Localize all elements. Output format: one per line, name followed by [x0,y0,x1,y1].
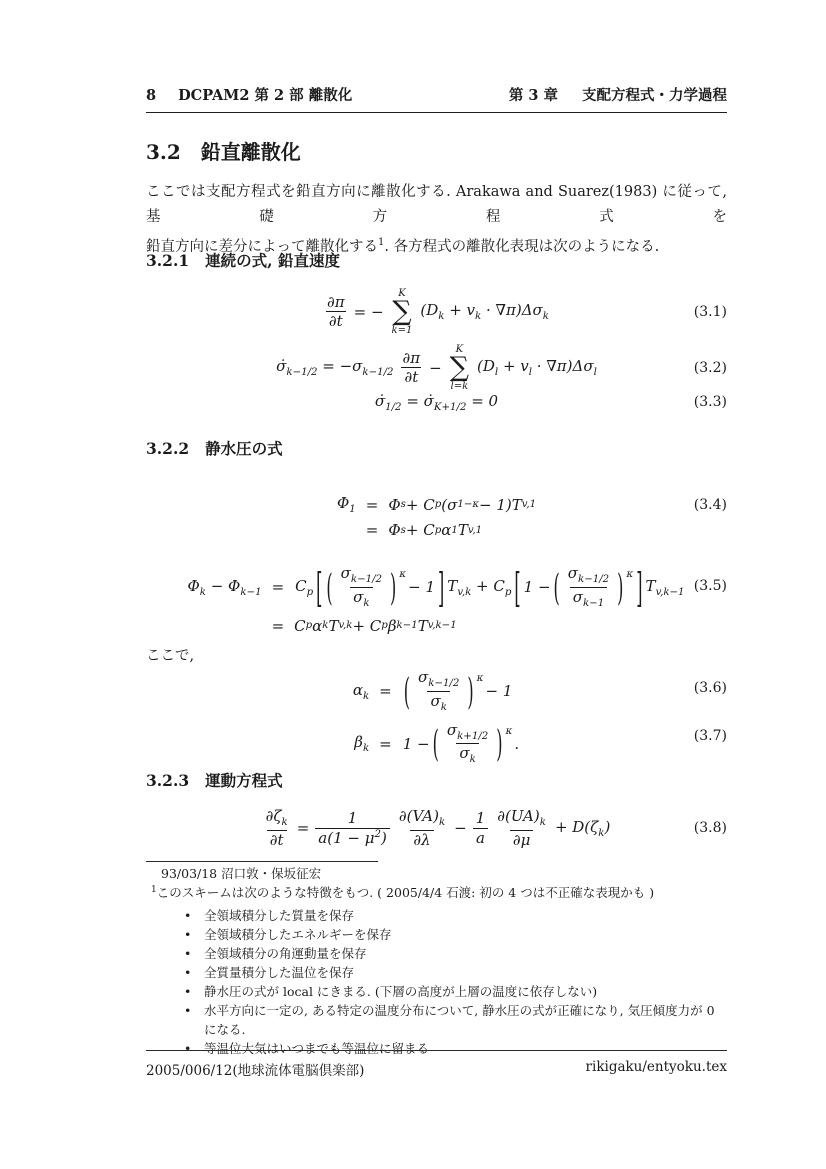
page-footer [146,1050,727,1079]
feature-text: 全領域積分したエネルギーを保存 [204,927,392,943]
exponent: κ [476,672,484,685]
fraction-denominator: $\sigma_{k-1}$ [570,587,607,611]
footer-left-text: 2005/006/12(地球流体電脳倶楽部) [146,1063,365,1079]
equation-number: (3.3) [693,394,727,410]
equation-number: (3.6) [693,680,727,696]
page-number: 8 [146,87,157,104]
feature-text: 全領域積分の角運動量を保存 [204,946,367,962]
equation-number: (3.7) [693,728,727,744]
equation-3-2 [146,341,727,395]
rhs [402,668,520,715]
lhs: $\Phi_k - \Phi_{k-1}$ [187,576,262,598]
left-paren: ( [553,565,560,609]
fraction [315,809,390,848]
equation-number: (3.2) [693,360,727,376]
fraction-numerator: $\sigma_{k-1/2}$ [417,668,460,689]
relation: = [379,682,392,701]
header-right [509,84,727,105]
left-bracket: [ [316,563,323,611]
subsection-number: 3.2.1 [146,251,190,270]
subsection-number: 3.2.2 [146,439,190,458]
bullet-icon: • [184,908,192,924]
page-header [146,84,727,113]
header-left [146,84,352,105]
fraction [263,807,291,850]
expression: 1 − [523,578,551,597]
exponent: κ [505,724,513,737]
footnote-area [146,861,727,1058]
expression: . [514,734,520,753]
bullet-icon: • [184,965,192,981]
rhs: Φ s + C p (σ 1 −κ − 1)T v,1 [388,495,537,514]
feature-list-item [184,1001,727,1039]
fraction [565,564,612,611]
intro-line-2-tail: . 各方程式の離散化表現は次のようになる. [384,238,660,255]
feature-list-item [184,944,727,963]
bullet-icon: • [184,1041,192,1057]
fraction [338,564,385,611]
revision-history: 93/03/18 沼口敦・保坂征宏 [161,866,322,881]
header-chapter-label: 第 3 章 [508,87,558,104]
lhs: $\Phi_1$ [336,494,356,515]
subsection-3-2-1 [146,249,727,271]
fraction-denominator: ∂t [401,367,421,387]
left-paren: ( [326,565,333,609]
fraction-numerator: 1 [347,808,358,827]
equation-3-4 [146,494,727,539]
feature-text: 水平方向に一定の, ある特定の温度分布について, 静水圧の式が正確になり, 気圧傾度力が 0 になる. [204,1003,715,1038]
expression: $(D_k + v_k \cdot \nabla\pi)\Delta\sigma_k$ [420,301,549,323]
intro-paragraph [146,180,727,260]
fraction-denominator: a [473,828,488,848]
expression: $T_{v,k} + C_p$ [447,576,512,598]
sum-upper-limit: K [455,343,464,355]
intro-line-1: ここでは支配方程式を鉛直方向に離散化する. Arakawa and Suarez(1983) に従って, 基礎方程式を [146,184,727,225]
summation [450,344,469,393]
left-bracket: [ [514,563,521,611]
coefficient: $C_p$ [295,576,314,598]
relation: = [379,734,392,753]
relation: = [365,521,379,539]
sum-lower-limit: l=k [450,380,469,392]
feature-list-item [184,906,727,925]
left-paren: ( [432,722,439,766]
rhs [294,564,685,611]
lhs: $\alpha_k$ [352,680,370,702]
bullet-icon: • [184,984,192,1000]
equation-number: (3.8) [693,820,727,836]
header-part-title: DCPAM2 第 2 部 離散化 [178,87,353,104]
subsection-title-text: 連続の式, 鉛直速度 [205,251,340,270]
fraction-denominator: ∂μ [510,830,534,850]
subsection-3-2-2 [146,437,727,459]
operator: − [429,358,442,377]
equation-3-6-3-7 [146,668,727,767]
feature-text: 静水圧の式が local にきまる. (下層の高度が上層の温度に依存しない) [204,984,598,1000]
fraction [473,809,489,848]
feature-list-item [184,982,727,1001]
fraction-denominator: $\sigma_k$ [427,691,449,715]
right-paren: ) [496,722,503,766]
fraction [494,807,549,850]
feature-list-item [184,963,727,982]
connector-text: ここで, [146,648,195,664]
expression: $\sigmȧ_{1/2}$ = $\sigmȧ_{K+1/2} = 0$ [374,391,499,413]
lhs: $\beta_k$ [354,733,370,755]
equation-3-8 [146,803,727,853]
expression: $(D_l + v_l \cdot \nabla\pi)\Delta\sigma_l$ [477,357,597,379]
rhs: Φ s + C p α 1 T v,1 [388,521,483,539]
equation-3-5 [146,564,727,635]
sum-upper-limit: K [398,287,406,299]
feature-list [146,906,727,1058]
equation-number: (3.1) [693,304,727,320]
expression: + $D(\zeta_k)$ [554,817,611,839]
expression: − 1 [485,682,513,701]
sum-lower-limit: k=1 [391,324,413,336]
rhs [402,721,520,768]
fraction-numerator: ∂π [402,348,421,367]
fraction-numerator: $\sigma_{k+1/2}$ [446,720,489,742]
footer-right-text: rikigaku/entyoku.tex [585,1059,727,1075]
relation: = [271,616,285,635]
fraction-denominator: $\sigma_k$ [350,587,372,611]
fraction-numerator: 1 [475,808,486,827]
bullet-icon: • [184,946,192,962]
fraction-denominator: ∂t [326,311,346,331]
sigma-glyph: ∑ [392,296,412,328]
fraction-denominator: ∂t [267,830,287,850]
relation: = [296,819,310,837]
sigma-glyph: ∑ [449,352,470,384]
footnote-reference: 1 [378,237,385,248]
subsection-3-2-3 [146,769,727,791]
section-title [146,136,727,165]
footnote-text [151,882,727,901]
section-number: 3.2 [146,140,181,164]
header-chapter-title: 支配方程式・力学過程 [582,87,727,104]
footnote-rule [146,861,378,862]
right-paren: ) [617,565,624,609]
subsection-title-text: 運動方程式 [205,771,283,790]
feature-list-item [184,925,727,944]
equation-3-3 [146,391,727,413]
feature-text: 等温位大気はいつまでも等温位に留まる [204,1041,430,1057]
fraction-denominator: ∂λ [410,830,433,850]
relation: = − [353,302,384,321]
section-title-text: 鉛直離散化 [200,140,301,164]
right-paren: ) [467,669,474,713]
relation: = [365,495,379,514]
right-bracket: ] [438,563,445,611]
equation-number: (3.5) [693,578,727,594]
fraction [400,349,424,388]
fraction [324,293,348,332]
subsection-title-text: 静水圧の式 [205,439,283,458]
fraction-numerator: $\partial(VA)_k$ [398,806,446,828]
expression: $T_{v,k-1}$ [645,576,685,598]
fraction [444,721,491,768]
fraction-denominator: $a(1 - \mu^2)$ [315,828,390,848]
feature-text: 全質量積分した温位を保存 [204,965,355,981]
fraction-denominator: $\sigma_k$ [456,743,478,767]
operator: − [454,819,467,837]
fraction [396,807,448,850]
bullet-icon: • [184,927,192,943]
expression: $\sigmȧ_{k-1/2} = -\sigma_{k-1/2}$ [276,357,394,379]
fraction-numerator: ∂π [327,292,345,311]
exponent: κ [626,568,634,581]
fraction-numerator: $\partial(UA)_k$ [497,806,546,828]
footnote-body: このスキームは次のような特徴をもつ. ( 2005/4/4 石渡: 初の 4 つは不正確な表現かも ) [156,885,655,901]
relation: = [271,578,285,597]
equation-3-1 [146,283,727,341]
fraction [415,668,462,715]
feature-text: 全領域積分した質量を保存 [204,908,355,924]
fraction-numerator: $\sigma_{k-1/2}$ [340,564,383,585]
rhs: C p α k T v,k + C p β k−1 T v,k−1 [294,616,457,635]
fraction-numerator: $\partial\zeta_k$ [265,806,288,828]
right-paren: ) [390,565,397,609]
expression: − 1 [408,578,436,597]
summation [392,288,413,337]
equation-number: (3.4) [693,497,727,513]
exponent: κ [399,568,407,581]
fraction-numerator: $\sigma_{k-1/2}$ [567,564,610,585]
footnote-marker: 1 [151,885,157,895]
bullet-icon: • [184,1003,192,1019]
right-bracket: ] [636,563,643,611]
expression: 1 − [402,734,430,753]
subsection-number: 3.2.3 [146,771,190,790]
intro-line-2-text: 鉛直方向に差分によって離散化する [146,238,378,255]
left-paren: ( [403,669,410,713]
